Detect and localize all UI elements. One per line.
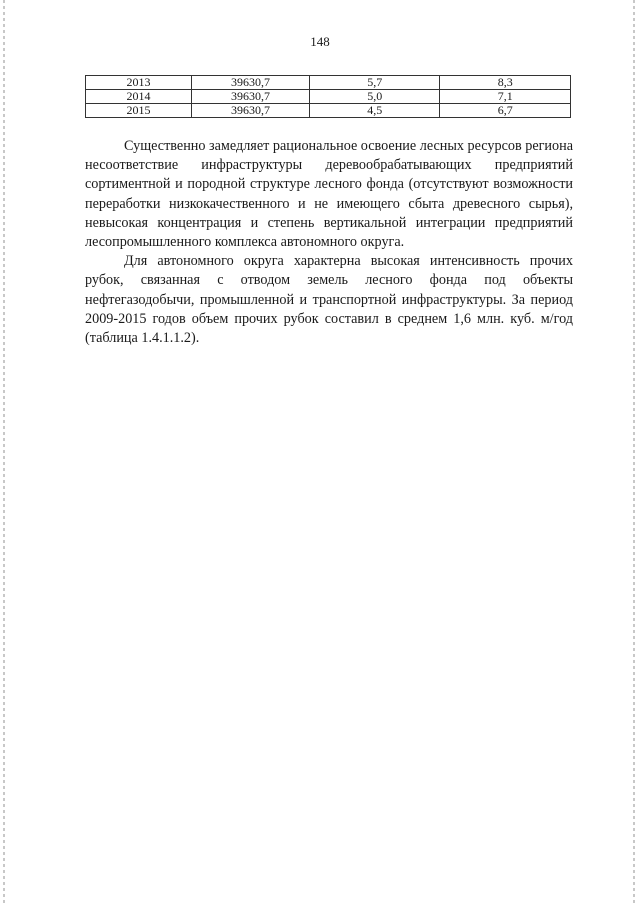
table-row (86, 104, 571, 118)
table-cell: 5,7 (309, 76, 440, 90)
page-number: 148 (310, 34, 330, 49)
left-scan-edge (3, 0, 5, 905)
table-cell: 2015 (86, 104, 192, 118)
table-cell: 2014 (86, 90, 192, 104)
table-cell: 4,5 (309, 104, 440, 118)
right-scan-edge (633, 0, 635, 905)
table-cell: 7,1 (440, 90, 571, 104)
table-cell: 8,3 (440, 76, 571, 90)
table-cell: 6,7 (440, 104, 571, 118)
table-cell: 39630,7 (191, 90, 309, 104)
table-cell: 2013 (86, 76, 192, 90)
table-cell: 39630,7 (191, 76, 309, 90)
table-cell: 39630,7 (191, 104, 309, 118)
data-table (85, 75, 571, 118)
paragraph: Существенно замедляет рациональное освоение лесных ресурсов региона несоответствие инфраструктуры деревообрабатывающих предприятий сортиментной и породной структуре лесного фонда (отсутствуют возможности переработки низкокачественного и не имеющего сбыта древесного сырья), невысокая концентрация и степень вертикальной интеграции предприятий лесопромышленного комплекса автономного округа. (85, 138, 574, 251)
table-cell: 5,0 (309, 90, 440, 104)
table-row (86, 76, 571, 90)
paragraph: Для автономного округа характерна высокая интенсивность прочих рубок, связанная с отводом земель лесного фонда под объекты нефтегазодобычи, промышленной и транспортной инфраструктуры. За период 2009-2015 годов объем прочих рубок составил в среднем 1,6 млн. куб. м/год (таблица 1.4.1.1.2). (85, 253, 573, 347)
table-body (86, 76, 571, 118)
body-text (85, 137, 573, 348)
table-row (86, 90, 571, 104)
